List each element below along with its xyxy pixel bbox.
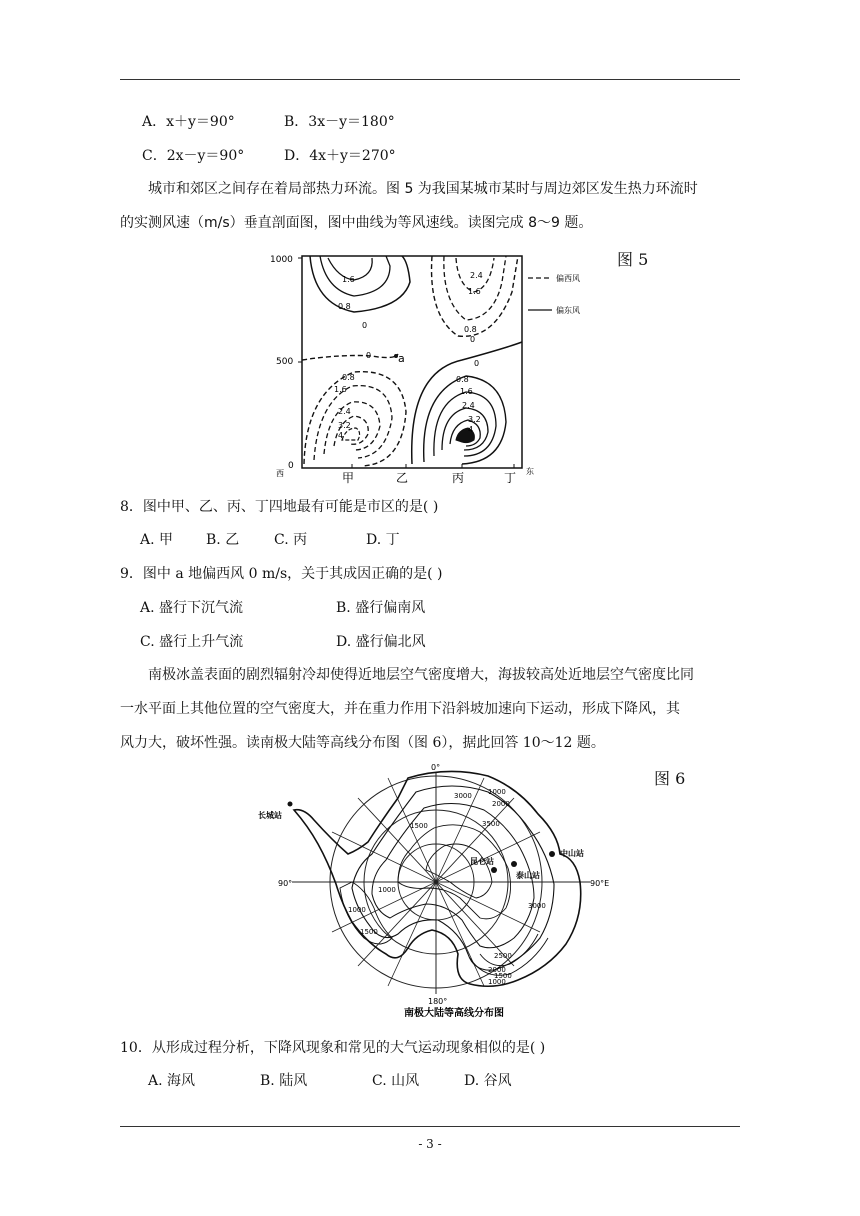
contour-label: 0.8 xyxy=(464,325,477,334)
contour-label: 1000 xyxy=(488,978,506,986)
intro-10-12-line3: 风力大，破坏性强。读南极大陆等高线分布图（图 6），据此回答 10～12 题。 xyxy=(120,735,605,751)
legend-dashed-label: 偏西风 xyxy=(556,274,580,283)
contour-label: 2.4 xyxy=(338,407,351,416)
contour-label: 1.6 xyxy=(468,287,481,296)
contour-label: 3.2 xyxy=(468,415,481,424)
meridian-90e: 90°E xyxy=(590,879,610,888)
meridian-90w: 90° xyxy=(278,879,293,888)
intro-8-9-line1: 城市和郊区之间存在着局部热力环流。图 5 为我国某城市某时与周边郊区发生热力环流时 xyxy=(148,181,698,197)
contour-label: 2000 xyxy=(488,966,506,974)
q10-option-a: A. 海风 xyxy=(148,1073,196,1089)
station-marker xyxy=(491,867,497,873)
intro-10-12-line1: 南极冰盖表面的剧烈辐射冷却使得近地层空气密度增大，海拔较高处近地层空气密度比同 xyxy=(148,667,694,683)
contour-label: 0.8 xyxy=(342,373,355,382)
q9-option-d: D. 盛行偏北风 xyxy=(336,634,426,650)
station-marker xyxy=(288,802,293,807)
q10-option-b: B. 陆风 xyxy=(260,1073,308,1089)
legend-solid-label: 偏东风 xyxy=(556,306,580,315)
contour-label: 1500 xyxy=(494,972,512,980)
place-yi: 乙 xyxy=(396,471,409,485)
contour-label: 0.8 xyxy=(456,375,469,384)
contour-label: 1000 xyxy=(488,788,506,796)
contour-label: 3000 xyxy=(528,902,546,910)
station-taishan: 泰山站 xyxy=(516,871,540,880)
meridian-180: 180° xyxy=(428,997,448,1006)
contour-label: 0.8 xyxy=(338,302,351,311)
contour-label: 1.6 xyxy=(342,275,355,284)
antarctica-contour-map xyxy=(248,758,626,1024)
contour-label: 0 xyxy=(362,321,368,330)
station-kunlun: 昆仑站 xyxy=(470,857,494,866)
figure-5 xyxy=(262,242,590,485)
contour-label: 1500 xyxy=(360,928,378,936)
point-a-label: a xyxy=(398,352,405,365)
q10-option-c: C. 山风 xyxy=(372,1073,420,1089)
q7-option-c: C．2x－y＝90° xyxy=(142,148,245,164)
q7-option-b: B．3x－y＝180° xyxy=(284,114,395,130)
q8-option-d: D. 丁 xyxy=(366,532,400,548)
y-tick-0: 0 xyxy=(288,461,294,471)
figure-6-caption: 南极大陆等高线分布图 xyxy=(404,1008,504,1019)
intro-10-12-line2: 一水平面上其他位置的空气密度大，并在重力作用下沿斜坡加速向下运动，形成下降风，其 xyxy=(120,701,680,717)
y-tick-1000: 1000 xyxy=(270,255,293,265)
x-label-east: 东 xyxy=(526,467,534,476)
figure-5-label: 图 5 xyxy=(617,250,649,269)
meridian-0: 0° xyxy=(431,763,441,772)
q7-option-d: D．4x＋y＝270° xyxy=(284,148,396,164)
page-number: - 3 - xyxy=(418,1137,442,1151)
q8-stem: 8．图中甲、乙、丙、丁四地最有可能是市区的是( ) xyxy=(120,499,439,515)
contour-label: 0 xyxy=(470,335,476,344)
q10-stem: 10．从形成过程分析，下降风现象和常见的大气运动现象相似的是( ) xyxy=(120,1040,546,1056)
contour-label: 4 xyxy=(468,425,474,434)
place-ding: 丁 xyxy=(504,471,517,485)
place-bing: 丙 xyxy=(452,471,465,485)
figure-6 xyxy=(248,758,626,1024)
q9-option-a: A. 盛行下沉气流 xyxy=(140,600,244,616)
q10-option-d: D. 谷风 xyxy=(464,1073,512,1089)
contour-label: 2.4 xyxy=(462,401,475,410)
q8-option-c: C. 丙 xyxy=(274,532,308,548)
y-tick-500: 500 xyxy=(276,357,294,367)
station-changcheng: 长城站 xyxy=(258,811,282,820)
intro-8-9-line2: 的实测风速（m/s）垂直剖面图，图中曲线为等风速线。读图完成 8～9 题。 xyxy=(120,215,593,231)
station-marker xyxy=(549,851,555,857)
contour-label: 0 xyxy=(366,351,372,360)
station-zhongshan: 中山站 xyxy=(560,849,584,858)
wind-speed-profile-chart xyxy=(262,242,590,485)
contour-label: 1500 xyxy=(410,822,428,830)
q7-option-a: A．x＋y＝90° xyxy=(142,114,235,130)
header-rule xyxy=(120,79,740,80)
contour-label: 4 xyxy=(338,431,344,440)
place-jia: 甲 xyxy=(342,471,355,485)
q8-option-a: A. 甲 xyxy=(140,532,174,548)
q9-stem: 9．图中 a 地偏西风 0 m/s，关于其成因正确的是( ) xyxy=(120,566,443,582)
contour-label: 1000 xyxy=(348,906,366,914)
q9-option-b: B. 盛行偏南风 xyxy=(336,600,426,616)
contour-label: 1.6 xyxy=(334,385,347,394)
contour-label: 1000 xyxy=(378,886,396,894)
contour-label: 2000 xyxy=(492,800,510,808)
station-marker xyxy=(511,861,517,867)
contour-label: 3500 xyxy=(482,820,500,828)
q9-option-c: C. 盛行上升气流 xyxy=(140,634,244,650)
q8-option-b: B. 乙 xyxy=(206,532,240,548)
contour-label: 0 xyxy=(474,359,480,368)
contour-label: 3000 xyxy=(454,792,472,800)
footer-rule xyxy=(120,1126,740,1127)
contour-label: 1.6 xyxy=(460,387,473,396)
contour-label: 3.2 xyxy=(338,421,351,430)
contour-label: 2500 xyxy=(494,952,512,960)
x-label-west: 西 xyxy=(276,469,284,478)
figure-6-label: 图 6 xyxy=(654,769,686,788)
contour-label: 2.4 xyxy=(470,271,483,280)
